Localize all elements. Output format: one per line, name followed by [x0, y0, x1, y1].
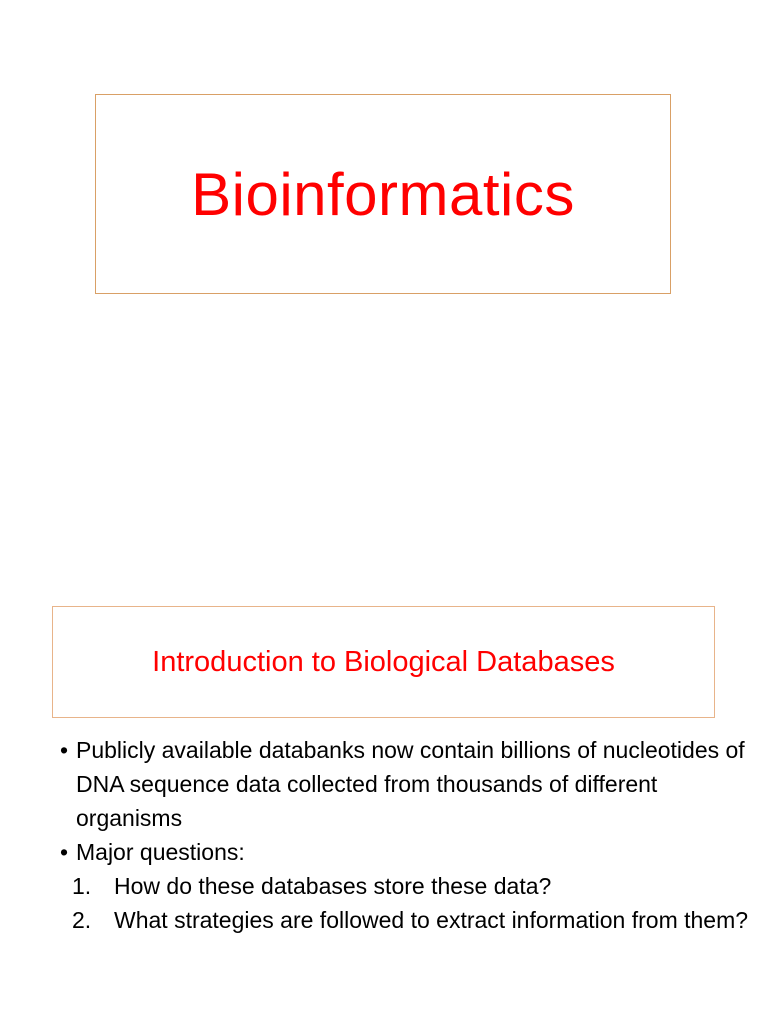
section-title: Introduction to Biological Databases — [152, 645, 615, 678]
numbered-text: How do these databases store these data? — [114, 873, 552, 899]
title-slide-frame — [95, 94, 671, 294]
number-marker: 1. — [72, 873, 92, 899]
slide-title: Bioinformatics — [191, 161, 575, 228]
bullet-text: Major questions: — [76, 839, 245, 865]
bullet-text: Publicly available databanks now contain billions of nucleotides of DNA sequence data collected from thousands of different organisms — [76, 737, 745, 831]
numbered-item — [72, 903, 760, 937]
numbered-item — [72, 869, 760, 903]
numbered-text: What strategies are followed to extract information from them? — [114, 907, 749, 933]
bullet-marker: • — [60, 737, 69, 763]
bullet-item — [60, 835, 760, 869]
bullet-item — [60, 733, 760, 835]
bullet-marker: • — [60, 839, 69, 865]
section-title-frame — [52, 606, 715, 718]
number-marker: 2. — [72, 907, 92, 933]
slide-body — [60, 733, 760, 937]
